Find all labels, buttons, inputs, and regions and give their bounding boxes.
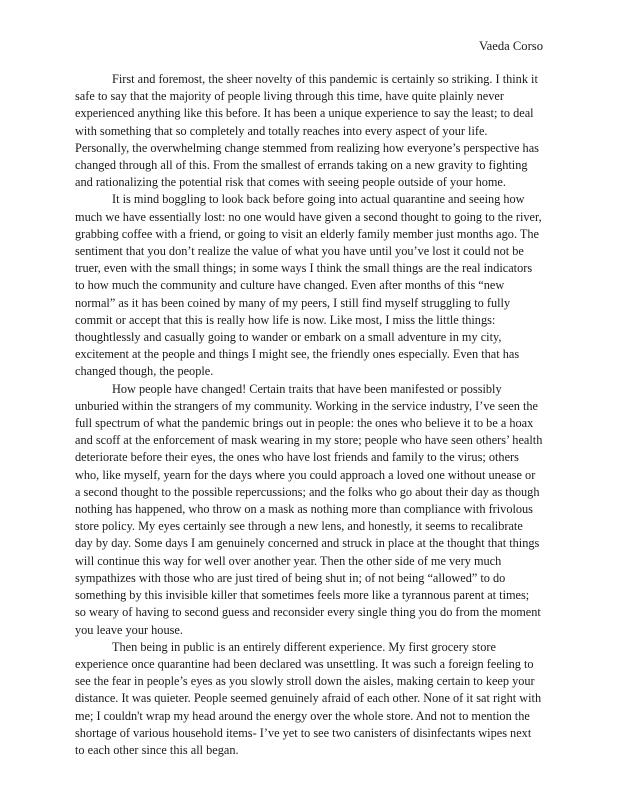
author-name-header: Vaeda Corso — [478, 39, 543, 53]
document-body — [75, 71, 543, 759]
paragraph-4: Then being in public is an entirely different experience. My first grocery store experience once quarantine had been declared was unsettling. It was such a foreign feeling to see the fear in people’s eyes as you slowly stroll down the aisles, making certain to keep your distance. It was quieter. People seemed genuinely afraid of each other. None of it sat right with me; I couldn't wrap my head around the energy over the whole store. And not to mention the shortage of various household items- I’ve yet to see two canisters of disinfectants wipes next to each other since this all began. — [75, 639, 542, 757]
paragraph-3: How people have changed! Certain traits that have been manifested or possibly unburied within the strangers of my community. Working in the service industry, I’ve seen the full spectrum of what the pandemic brings out in people: the ones who believe it to be a hoax and scoff at the enforcement of mask wearing in my store; people who have seen others’ health deteriorate before their eyes, the ones who have lost friends and family to the virus; others who, like myself, yearn for the days where you could approach a loved one without unease or a second thought to the possible repercussions; and the folks who go about their day as though nothing has happened, who throw on a mask as nothing more than compliance with frivolous store policy. My eyes certainly see through a new lens, and honestly, it seems to recalibrate day by day. Some days I am genuinely concerned and struck in place at the thought that things will continue this way for well over another year. Then the other side of me very much sympathizes with those who are just tired of being shut in; of not being “allowed” to do something by this invisible killer that sometimes feels more like a tyrannous parent at times; so weary of having to second guess and reconsider every single thing you do from the moment you leave your house. — [75, 381, 543, 637]
paragraph-1: First and foremost, the sheer novelty of this pandemic is certainly so striking. I think it safe to say that the majority of people living through this time, have quite plainly never experienced anything like this before. It has been a unique experience to say the least; to deal with something that so completely and totally reaches into every aspect of your life. Personally, the overwhelming change stemmed from realizing how everyone’s perspective has changed through all of this. From the smallest of errands taking on a new gravity to fighting and rationalizing the potential risk that comes with seeing people outside of your home. — [75, 72, 539, 190]
paragraph-2: It is mind boggling to look back before going into actual quarantine and seeing how much we have essentially lost: no one would have given a second thought to going to the river, grabbing coffee with a friend, or going to visit an elderly family member just months ago. The sentiment that you don’t realize the value of what you have until you’ve lost it could not be truer, even with the small things; in some ways I think the small things are the real indicators to how much the community and culture have changed. Even after months of this “new normal” as it has been coined by many of my peers, I still find myself struggling to fully commit or accept that this is really how life is now. Like most, I miss the little things: thoughtlessly and casually going to wander or embark on a small adventure in my city, excitement at the people and things I might see, the friendly ones especially. Even that has changed though, the people. — [75, 192, 542, 379]
